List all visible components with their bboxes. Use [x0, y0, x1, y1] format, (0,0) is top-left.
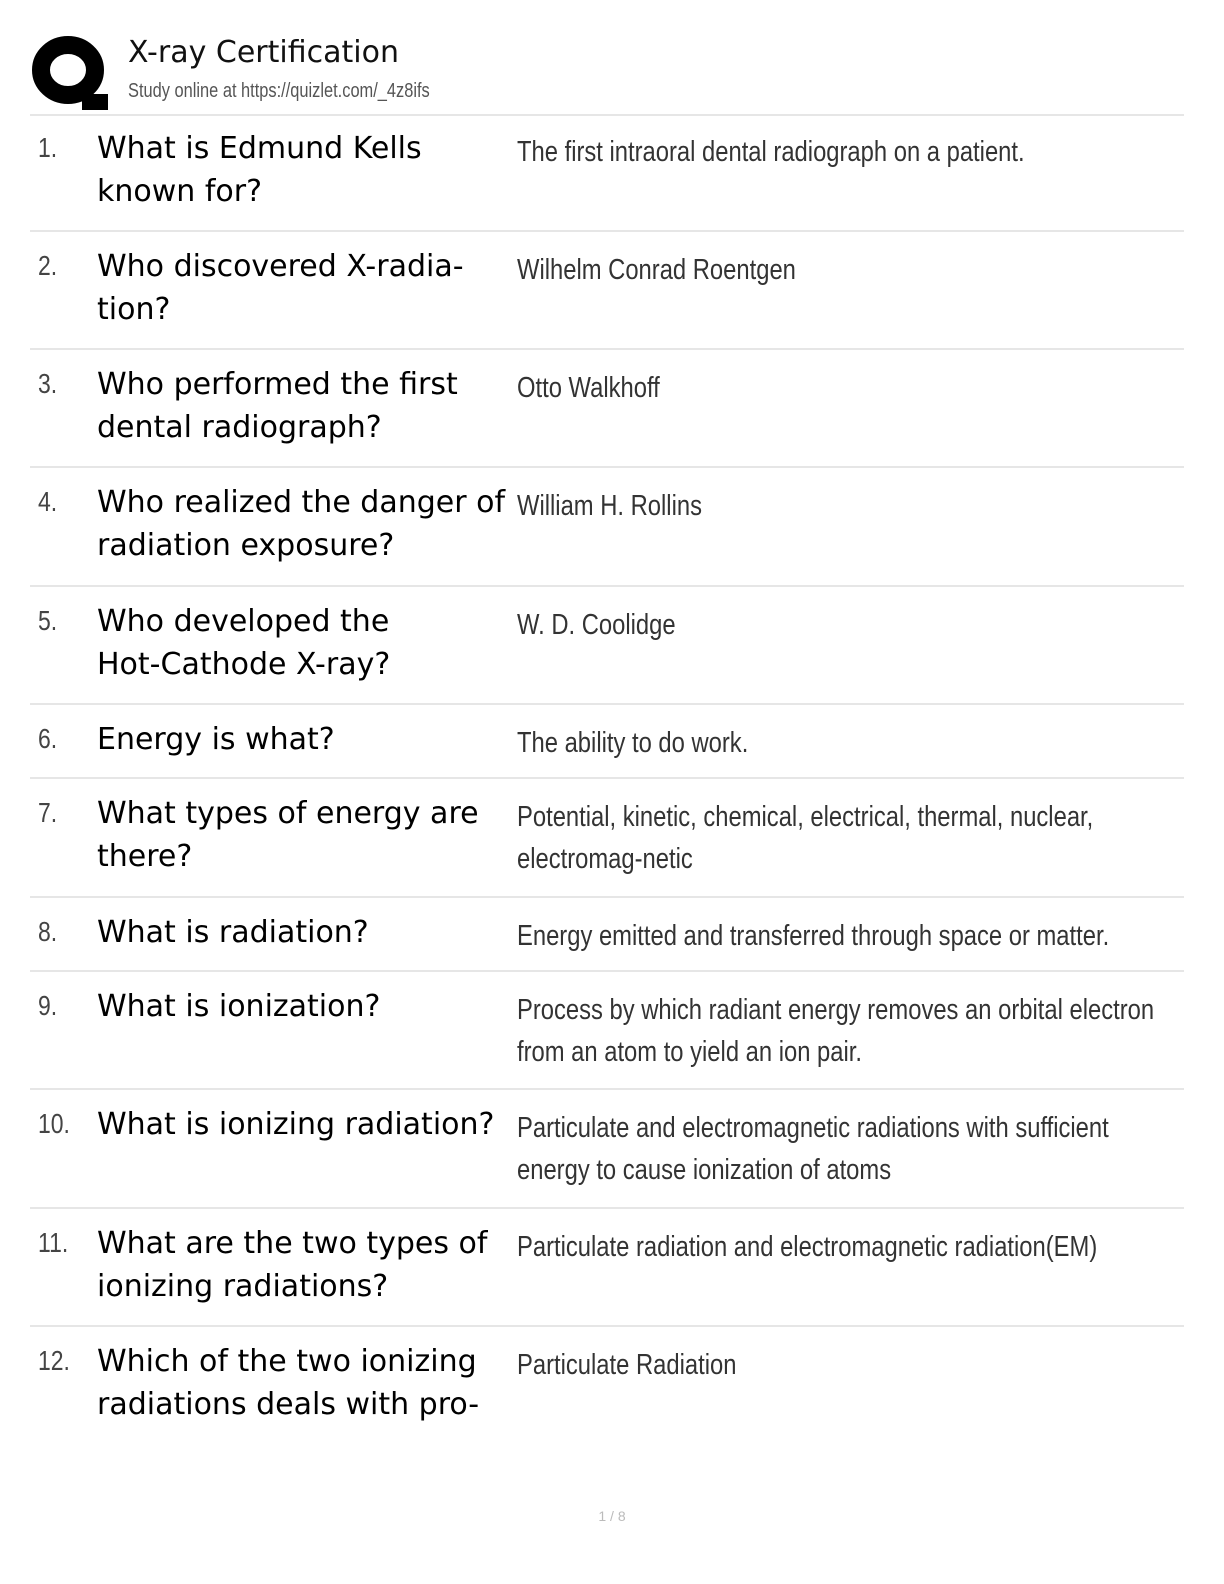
card-definition: Otto Walkhoff [517, 372, 660, 404]
card-definition: Potential, kinetic, chemical, electrical, thermal, nuclear, electromag-netic [517, 801, 1094, 875]
card-term: Who discovered X-radia-tion? [97, 249, 464, 327]
flashcard-row [30, 705, 1184, 779]
card-number: 9. [38, 990, 58, 1021]
card-term: What is ionizing radiation? [97, 1107, 495, 1142]
flashcard-row [30, 1327, 1184, 1443]
document-header [30, 30, 1184, 116]
quizlet-q-logo-icon [30, 34, 110, 110]
card-number: 1. [38, 132, 58, 163]
flashcard-row [30, 1209, 1184, 1327]
card-term: What types of energy are there? [97, 796, 479, 874]
card-number: 4. [38, 486, 58, 517]
card-number: 5. [38, 605, 58, 636]
flashcard-row [30, 587, 1184, 705]
card-number: 2. [38, 250, 58, 281]
flashcard-row [30, 350, 1184, 468]
flashcard-row [30, 898, 1184, 972]
card-term: Who developed the Hot-Cathode X-ray? [97, 604, 391, 682]
card-term: What is radiation? [97, 915, 369, 950]
page-number: 1 / 8 [598, 1508, 626, 1524]
card-term: What are the two types of ionizing radiations? [97, 1226, 488, 1304]
card-term: Energy is what? [97, 722, 335, 757]
flashcard-row [30, 1090, 1184, 1209]
card-definition: William H. Rollins [517, 490, 702, 522]
card-term: Who performed the first dental radiograph? [97, 367, 458, 445]
card-number: 11. [38, 1227, 69, 1258]
card-number: 10. [38, 1108, 70, 1139]
card-definition: The first intraoral dental radiograph on a patient. [517, 136, 1025, 168]
card-definition: Particulate radiation and electromagnetic radiation(EM) [517, 1231, 1098, 1263]
card-term: What is Edmund Kells known for? [97, 131, 422, 209]
card-definition: Energy emitted and transferred through space or matter. [517, 920, 1110, 952]
card-term: Who realized the danger of radiation exposure? [97, 485, 506, 563]
card-term: Which of the two ionizing radiations deals with pro- [97, 1344, 480, 1422]
document-title: X-ray Certification [128, 35, 399, 70]
study-online-link-text: Study online at https://quizlet.com/_4z8ifs [128, 80, 430, 102]
card-definition: Particulate and electromagnetic radiations with sufficient energy to cause ionization of atoms [517, 1112, 1109, 1186]
card-number: 7. [38, 797, 58, 828]
card-definition: The ability to do work. [517, 727, 749, 759]
card-definition: Particulate Radiation [517, 1349, 737, 1381]
flashcard-row [30, 972, 1184, 1090]
flashcard-row [30, 779, 1184, 898]
card-number: 3. [38, 368, 58, 399]
card-number: 12. [38, 1345, 70, 1376]
flashcard-row [30, 468, 1184, 587]
flashcard-list [30, 114, 1184, 1443]
flashcard-row [30, 114, 1184, 232]
card-definition: Wilhelm Conrad Roentgen [517, 254, 796, 286]
card-term: What is ionization? [97, 989, 381, 1024]
flashcard-row [30, 232, 1184, 350]
card-number: 8. [38, 916, 58, 947]
card-definition: Process by which radiant energy removes an orbital electron from an atom to yield an ion pair. [517, 994, 1155, 1068]
card-number: 6. [38, 723, 58, 754]
card-definition: W. D. Coolidge [517, 609, 676, 641]
